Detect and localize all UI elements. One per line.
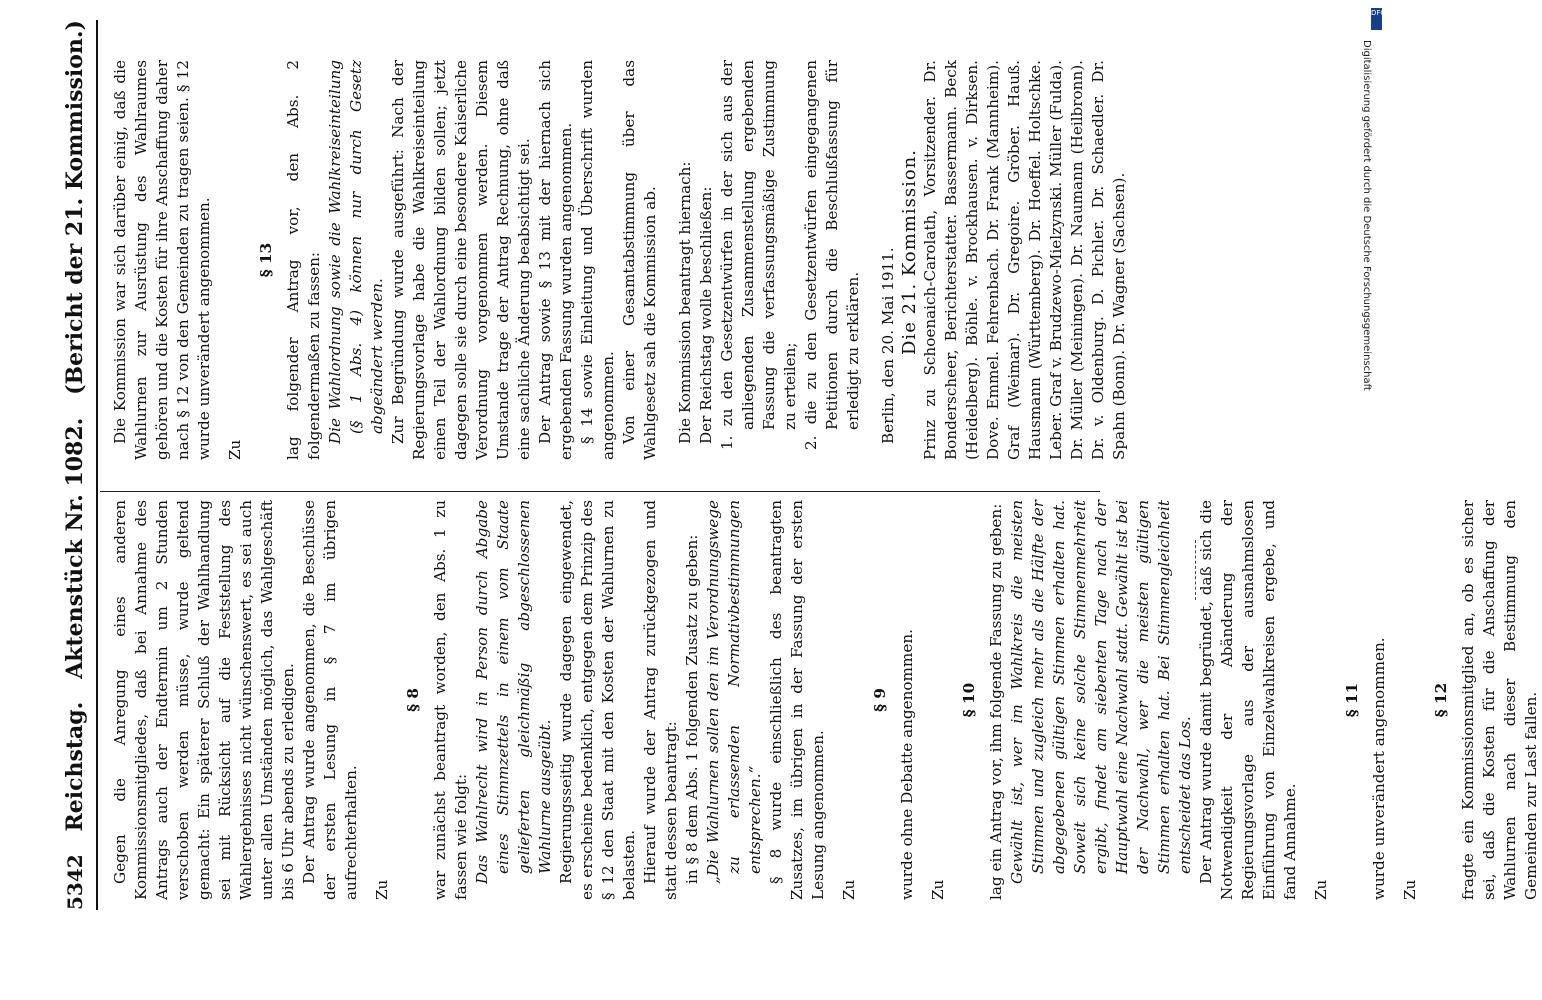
commission-title: Die 21. Kommission. [899, 149, 920, 355]
column-divider [100, 491, 1100, 492]
member-list: Prinz zu Schoenaich-Carolath, Vorsitzender. Dr. Bonderscheer, Berichterstatter. Bassermann. Beck (Heidelberg). Böhle. v. Brockhausen. v. Dirksen. Dove. Emmel. Fehrenbach. Dr. Frank (Mannheim). Graf (Weimar). Dr. Gregoire. Gröber. Hauß. Hausmann (Württemberg). Dr. Hoeffel. Holtschke. Leber. Graf v. Brudzewo-Mielzynski. Müller (Fulda). Dr. Müller (Meiningen). Dr. Naumann (Heilbronn). Dr. v. Oldenburg. D. Pichler. Dr. Schaedler. Dr. Spahn (Bonn). Dr. Wagner (Sachsen). [921, 60, 1128, 460]
column-right [110, 60, 1130, 460]
zu-label: Zu [840, 879, 858, 900]
list-item: 1. zu den Gesetzentwürfen in der sich aus der anliegenden Zusammenstellung ergebenden Fassung die verfassungsmäßige Zustimmung zu erteilen; [718, 60, 799, 450]
page-number: 5342 [63, 854, 87, 910]
quoted-text: Das Wahlrecht wird in Person durch Abgabe eines Stimmzettels in einem vom Staate gelieferten gleichmäßig abgeschlossenen Wahlurne ausgeübt. [473, 500, 554, 884]
paragraph: Gegen die Anregung eines anderen Kommissionsmitgliedes, daß bei Annahme des Antrags auch der Endtermin um 2 Stunden verschoben werden müsse, wurde geltend gemacht: Ein späterer Schluß der Wahlhandlung sei mit Rücksicht auf die Feststellung des Wahlergebnisses nicht wünschenswert, es sei auch unter allen Umständen möglich, das Wahlgeschäft bis 6 Uhr abends zu erledigen. [111, 500, 297, 900]
zu-label: Zu [929, 879, 947, 900]
paragraph: Regierungsseitig wurde dagegen eingewendet, es erscheine bedenklich, entgegen dem Prinzip des § 12 den Staat mit den Kosten der Wahlurnen zu belasten. [557, 500, 638, 900]
credit-text: Digitalisierung gefördert durch die Deutsche Forschungsgemeinschaft [1361, 40, 1372, 391]
paragraph: Der Antrag wurde damit begründet, daß sich die Notwendigkeit der Abänderung der Regierungsvorlage aus der ausnahmslosen Einführung von Einzelwahlkreisen ergebe, und fand Annahme. [1197, 500, 1299, 900]
paragraph: Von einer Gesamtabstimmung über das Wahlgesetz sah die Kommission ab. [620, 60, 659, 460]
zu-label: Zu [226, 439, 244, 460]
list-item: 2. die zu den Gesetzentwürfen eingegangenen Petitionen durch die Beschlußfassung für erledigt zu erklären. [802, 60, 862, 450]
page-header [55, 20, 95, 910]
quoted-text: „Die Wahlurnen sollen den im Verordnungswege zu erlassenden Normativbestimmungen entsprechen.“ [704, 500, 764, 884]
paragraph: Zur Begründung wurde ausgeführt: Nach der Regierungsvorlage habe die Wahlkreiseinteilung einen Teil der Wahlordnung bilden sollen; jetzt dagegen solle sie durch eine besondere Kaiserliche Verordnung vorgenommen werden. Diesem Umstande trage der Antrag Rechnung, ohne daß eine sachliche Änderung beabsichtigt sei. [389, 60, 533, 460]
quoted-text: Die Wahlordnung sowie die Wahlkreiseinteilung (§ 1 Abs. 4) können nur durch Gesetz abgeändert werden. [326, 60, 386, 444]
zu-label: Zu [373, 879, 391, 900]
date-line: Berlin, den 20. Mai 1911. [879, 247, 897, 444]
paragraph: wurde unverändert angenommen. [1370, 637, 1388, 900]
section-heading: § 13 [257, 242, 275, 278]
paragraph: Hierauf wurde der Antrag zurückgezogen und statt dessen beantragt: [641, 500, 680, 900]
paragraph: Die Kommission war sich darüber einig, daß die Wahlurnen zur Ausrüstung des Wahlraumes gehören und die Kosten für ihre Anschaffung daher nach § 12 von den Gemeinden zu tragen seien. § 12 wurde unverändert angenommen. [111, 60, 213, 460]
section-heading: § 10 [960, 682, 978, 718]
section-heading: § 9 [871, 688, 889, 712]
paragraph: in § 8 dem Abs. 1 folgenden Zusatz zu geben: [683, 534, 701, 884]
header-rule [96, 20, 98, 910]
header-left-title: Reichstag. [62, 701, 88, 832]
paragraph: fragte ein Kommissionsmitglied an, ob es sicher sei, daß die Kosten für die Anschaffung der Wahlurnen nach dieser Bestimmung den Gemeinden zur Last fallen. [1459, 500, 1540, 900]
paragraph: lag ein Antrag vor, ihm folgende Fassung zu geben: [987, 503, 1005, 900]
paragraph: war zunächst beantragt worden, den Abs. 1 zu fassen wie folgt: [431, 500, 470, 900]
paragraph: Der Antrag wurde angenommen, die Beschlüsse der ersten Lesung in § 7 im übrigen aufrechterhalten. [300, 500, 360, 900]
dfg-logo: DFG [1371, 8, 1382, 30]
zu-label: Zu [1312, 879, 1330, 900]
paragraph: § 8 wurde einschließlich des beantragten Zusatzes, im übrigen in der Fassung der ersten Lesung angenommen. [767, 500, 827, 900]
paragraph: wurde ohne Debatte angenommen. [898, 629, 916, 900]
paragraph: Der Antrag sowie § 13 mit der hiernach sich ergebenden Fassung wurden angenommen. [536, 60, 575, 460]
paragraph: lag folgender Antrag vor, den Abs. 2 folgendermaßen zu fassen: [284, 60, 323, 460]
zu-label: Zu [1401, 879, 1419, 900]
header-document: Aktenstück Nr. 1082. [62, 417, 88, 679]
header-right-title: (Bericht der 21. Kommission.) [62, 20, 88, 395]
quoted-text: Gewählt ist, wer im Wahlkreis die meisten Stimmen und zugleich mehr als die Hälfte der abgegebenen gültigen Stimmen erhalten hat. Soweit sich keine solche Stimmenmehrheit ergibt, findet am siebenten Tage nach der Hauptwahl eine Nachwahl statt. Gewählt ist bei der Nachwahl, wer die meisten gültigen Stimmen erhalten hat. Bei Stimmengleichheit entscheidet das Los. [1008, 500, 1194, 884]
section-heading: § 11 [1343, 682, 1361, 718]
section-heading: § 12 [1432, 682, 1450, 718]
paragraph: Die Kommission beantragt hiernach: [676, 161, 694, 444]
paragraph: § 14 sowie Einleitung und Überschrift wurden angenommen. [578, 60, 617, 460]
column-left [110, 500, 1542, 900]
section-heading: § 8 [404, 688, 422, 712]
paragraph: Der Reichstag wolle beschließen: [697, 186, 715, 444]
